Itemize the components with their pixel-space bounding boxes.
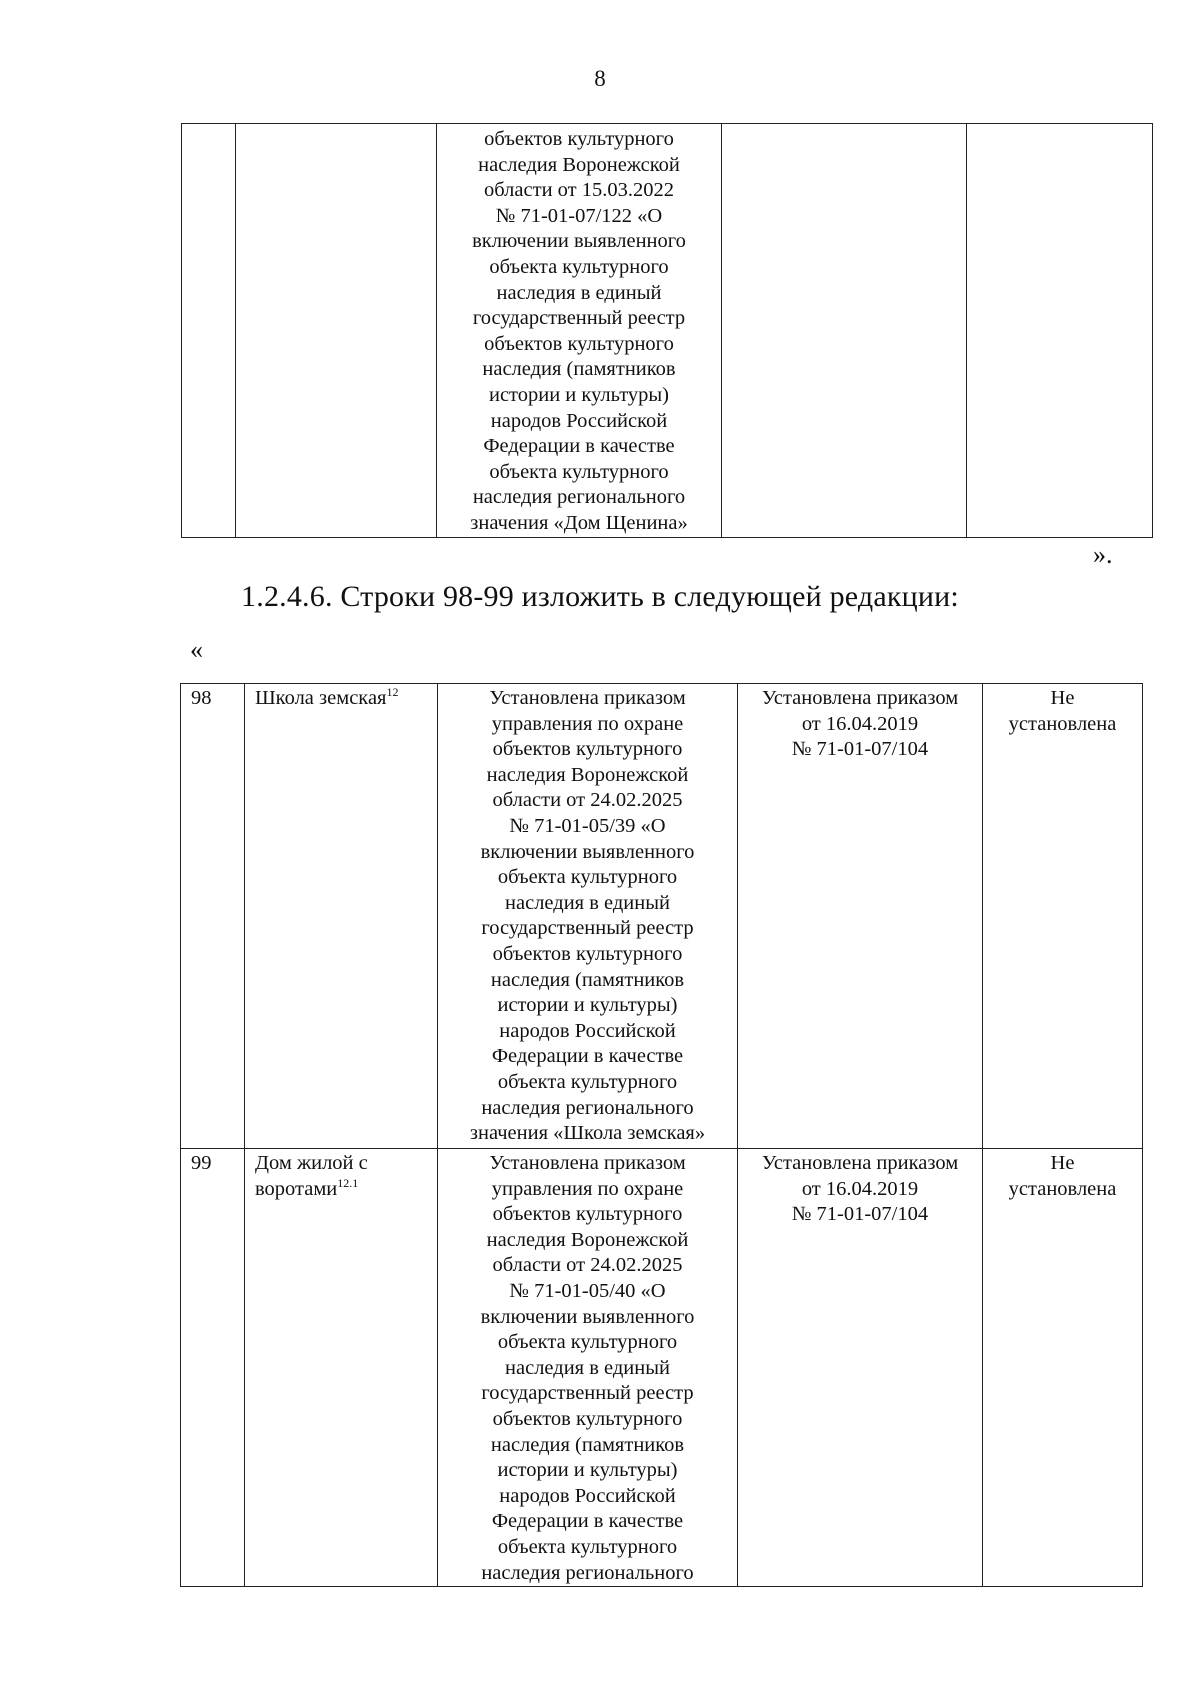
text-line: Федерации в качестве — [491, 1510, 684, 1533]
text-line: области от 24.02.2025 — [492, 1254, 683, 1277]
text-line: наследия в единый — [505, 1356, 670, 1379]
text-line: Установлена приказом — [489, 687, 686, 709]
text-line: наследия Воронежской — [478, 153, 680, 176]
text-line: от 16.04.2019 — [801, 1177, 919, 1200]
category-order — [438, 1149, 738, 1587]
text-line: наследия (памятников — [490, 1433, 685, 1456]
text-line: № 71-01-07/104 — [791, 1203, 929, 1226]
text-line: управления по охране — [491, 1177, 684, 1200]
table-row-98 — [181, 684, 1143, 1149]
text-line: наследия (памятников — [482, 358, 676, 381]
text-line: управления по охране — [491, 712, 684, 735]
category-order — [438, 684, 738, 1149]
text-line: значения «Школа земская» — [469, 1122, 706, 1145]
protection-zones — [983, 1149, 1143, 1587]
text-line: наследия в единый — [496, 281, 662, 304]
table-cell-name — [236, 124, 437, 538]
text-line: Не — [1050, 1152, 1075, 1174]
text-line: Установлена приказом — [761, 1152, 959, 1174]
table-row — [182, 124, 1153, 538]
table-cell-protection-zones — [967, 124, 1153, 538]
object-name — [245, 684, 438, 1149]
text-line: народов Российской — [499, 1019, 676, 1042]
object-name-text: воротами — [255, 1177, 338, 1200]
text-line: народов Российской — [490, 409, 668, 432]
footnote-ref: 12.1 — [337, 1175, 359, 1190]
text-line: объектов культурного — [484, 128, 674, 150]
text-line: наследия Воронежской — [486, 763, 689, 786]
text-line: включении выявленного — [480, 840, 695, 863]
text-line: от 16.04.2019 — [801, 712, 919, 735]
text-line: объекта культурного — [497, 866, 678, 889]
object-name-line: Дом жилой с — [255, 1152, 368, 1174]
text-line: государственный реестр — [481, 917, 694, 940]
text-line: объекта культурного — [497, 1070, 678, 1093]
text-line: установлена — [1008, 1177, 1117, 1200]
text-line: области от 15.03.2022 — [484, 179, 674, 202]
text-line: объекта культурного — [489, 460, 669, 483]
text-line: включении выявленного — [472, 230, 686, 253]
text-line: наследия регионального — [472, 486, 686, 509]
object-name-text: Школа земская — [255, 687, 387, 709]
text-line: объекта культурного — [489, 255, 669, 278]
opening-quote: « — [190, 635, 203, 664]
table-cell-boundaries — [722, 124, 967, 538]
text-line: объектов культурного — [492, 942, 683, 965]
text-line: Федерации в качестве — [491, 1045, 684, 1068]
text-line: Установлена приказом — [489, 1152, 686, 1174]
text-line: объектов культурного — [492, 738, 683, 761]
table-cell-category-order — [437, 124, 722, 538]
text-line: № 71-01-05/40 «О — [509, 1279, 666, 1302]
row-number: 99 — [181, 1149, 245, 1587]
text-line: государственный реестр — [481, 1382, 694, 1405]
closing-quote: ». — [1093, 540, 1113, 569]
text-line: Не — [1050, 687, 1075, 709]
text-line: объектов культурного — [492, 1203, 683, 1226]
replacement-table — [180, 683, 1143, 1587]
text-line: № 71-01-05/39 «О — [509, 814, 666, 837]
text-line: Установлена приказом — [761, 687, 959, 709]
text-line: включении выявленного — [480, 1305, 695, 1328]
table-cell-number — [182, 124, 236, 538]
row-number: 98 — [181, 684, 245, 1149]
text-line: установлена — [1008, 712, 1117, 735]
object-name-line-2 — [255, 1177, 433, 1203]
text-line: государственный реестр — [472, 307, 686, 330]
text-line: значения «Дом Щенина» — [470, 511, 688, 534]
protection-zones — [983, 684, 1143, 1149]
object-name — [245, 1149, 438, 1587]
table-row-99 — [181, 1149, 1143, 1587]
text-line: наследия Воронежской — [486, 1228, 689, 1251]
text-line: наследия регионального — [481, 1096, 694, 1119]
text-line: Федерации в качестве — [483, 435, 675, 458]
section-heading: 1.2.4.6. Строки 98-99 изложить в следующей редакции: — [241, 580, 959, 613]
text-line: наследия (памятников — [490, 968, 685, 991]
text-line: объекта культурного — [497, 1331, 678, 1354]
text-line: объектов культурного — [484, 332, 674, 355]
text-line: народов Российской — [499, 1484, 676, 1507]
text-line: № 71-01-07/122 «О — [495, 204, 663, 227]
page-number: 8 — [594, 66, 606, 91]
text-line: наследия регионального — [481, 1561, 694, 1584]
text-line: области от 24.02.2025 — [492, 789, 683, 812]
continued-table — [181, 123, 1153, 538]
boundaries — [738, 1149, 983, 1587]
text-line: истории и культуры) — [497, 1459, 678, 1482]
footnote-ref: 12 — [386, 685, 399, 699]
text-line: истории и культуры) — [497, 994, 678, 1017]
text-line: наследия в единый — [505, 891, 670, 914]
text-line: объектов культурного — [492, 1407, 683, 1430]
text-line: объекта культурного — [497, 1535, 678, 1558]
boundaries — [738, 684, 983, 1149]
text-line: истории и культуры) — [488, 383, 670, 406]
text-line: № 71-01-07/104 — [791, 738, 929, 761]
